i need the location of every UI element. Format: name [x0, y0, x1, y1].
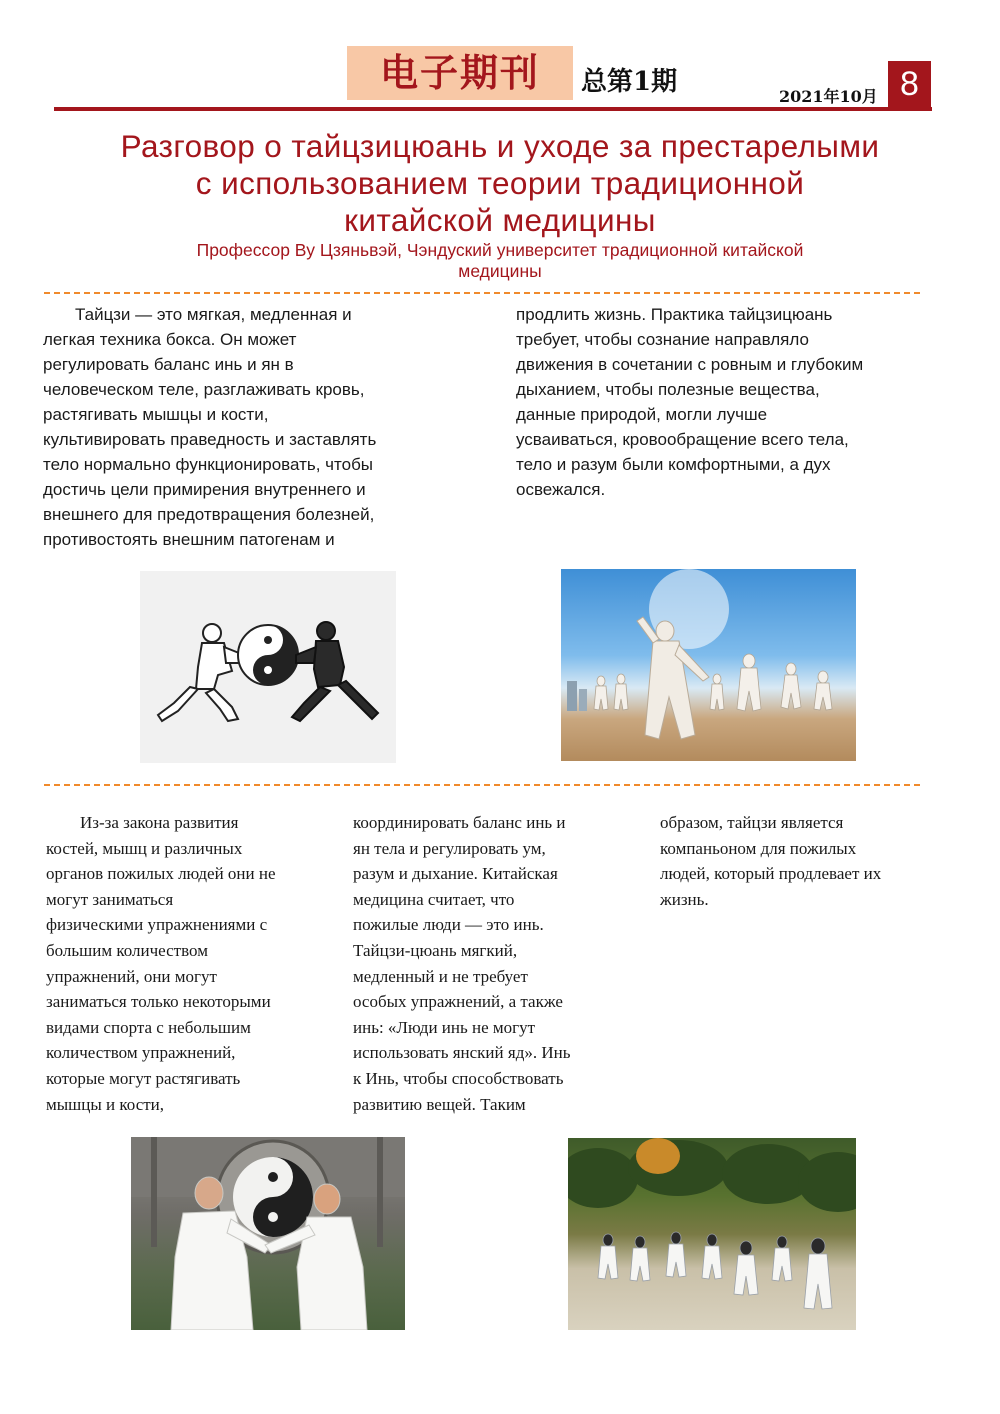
text-line: дыханием, чтобы полезные вещества,: [516, 380, 820, 399]
text-line: достичь цели примирения внутреннего и: [43, 480, 366, 499]
section2-column-2: [353, 810, 615, 1117]
text-line: могут заниматься: [46, 889, 174, 909]
section-divider: [44, 292, 920, 294]
section1-right-column: [516, 302, 936, 502]
partner-practice-photo: [131, 1137, 405, 1330]
text-line: внешнего для предотвращения болезней,: [43, 505, 375, 524]
text-line: медленный и не требует: [353, 966, 528, 986]
text-line: использовать янский яд». Инь: [353, 1043, 571, 1063]
yin-yang-illustration: [140, 571, 396, 763]
article-title: [40, 128, 960, 239]
text-line: жизнь.: [660, 889, 709, 909]
text-line: культивировать праведность и заставлять: [43, 430, 377, 449]
text-line: мышцы и кости,: [46, 1094, 165, 1114]
text-line: большим количеством: [46, 940, 208, 960]
text-line: пожилые люди — это инь.: [353, 915, 544, 935]
text-line: усваиваться, кровообращение всего тела,: [516, 430, 849, 449]
text-line: компаньоном для пожилых: [660, 838, 857, 858]
text-line: легкая техника бокса. Он может: [43, 330, 297, 349]
text-line: ян тела и регулировать ум,: [353, 838, 546, 858]
text-line: тело и разум были комфортными, а дух: [516, 455, 831, 474]
section-divider: [44, 784, 920, 786]
title-line: китайской медицины: [344, 202, 656, 238]
text-line: Тайцзи — это мягкая, медленная и: [75, 305, 352, 324]
text-line: физическими упражнениями с: [46, 915, 268, 935]
section1-left-column: [43, 302, 463, 552]
text-line: продлить жизнь. Практика тайцзицюань: [516, 305, 833, 324]
text-line: растягивать мышцы и кости,: [43, 405, 269, 424]
text-line: движения в сочетании с ровным и глубоким: [516, 355, 864, 374]
text-line: медицина считает, что: [353, 889, 515, 909]
header-rule: [54, 107, 932, 111]
text-line: людей, который продлевает их: [660, 864, 882, 884]
page-number: 8: [888, 61, 931, 108]
title-line: с использованием теории традиционной: [195, 165, 805, 201]
text-line: данные природой, могли лучше: [516, 405, 768, 424]
issue-number: 总第1期: [581, 67, 678, 97]
park-group-practice-photo: [568, 1138, 856, 1330]
byline-line: Профессор Ву Цзяньвэй, Чэндуский университет традиционной китайской: [196, 240, 804, 260]
section2-column-3: [660, 810, 930, 912]
text-line: количеством упражнений,: [46, 1043, 236, 1063]
text-line: образом, тайцзи является: [660, 813, 844, 832]
text-line: упражнений, они могут: [46, 966, 217, 986]
article-byline: [80, 240, 920, 282]
text-line: органов пожилых людей они не: [46, 864, 276, 884]
text-line: разум и дыхание. Китайская: [353, 864, 558, 884]
byline-line: медицины: [458, 261, 542, 281]
issue-date: 2021年10月: [779, 87, 878, 106]
text-line: к Инь, чтобы способствовать: [353, 1068, 564, 1088]
text-line: которые могут растягивать: [46, 1068, 241, 1088]
text-line: координировать баланс инь и: [353, 813, 566, 832]
text-line: освежался.: [516, 480, 606, 499]
tai-chi-crowd-photo: [561, 569, 856, 761]
text-line: заниматься только некоторыми: [46, 992, 271, 1012]
text-line: особых упражнений, а также: [353, 992, 563, 1012]
text-line: Тайцзи-цюань мягкий,: [353, 940, 518, 960]
text-line: человеческом теле, разглаживать кровь,: [43, 380, 365, 399]
section2-column-1: [46, 810, 326, 1117]
text-line: видами спорта с небольшим: [46, 1017, 251, 1037]
title-line: Разговор о тайцзицюань и уходе за престарелыми: [120, 128, 880, 164]
masthead-title: 电子期刊: [379, 50, 540, 95]
text-line: регулировать баланс инь и ян в: [43, 355, 294, 374]
text-line: костей, мышц и различных: [46, 838, 243, 858]
text-line: Из-за закона развития: [80, 813, 239, 832]
text-line: развитию вещей. Таким: [353, 1094, 526, 1114]
text-line: требует, чтобы сознание направляло: [516, 330, 809, 349]
text-line: противостоять внешним патогенам и: [43, 530, 335, 549]
text-line: инь: «Люди инь не могут: [353, 1017, 536, 1037]
text-line: тело нормально функционировать, чтобы: [43, 455, 374, 474]
